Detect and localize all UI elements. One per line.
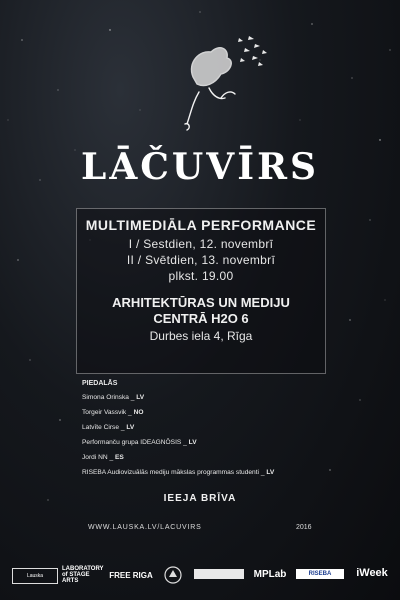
freeriga-logo: FREE RIGA: [109, 570, 153, 580]
date-line-1: I / Sestdien, 12. novembrī: [128, 237, 274, 251]
event-info-box: [76, 208, 326, 374]
banner-logo: [194, 569, 244, 579]
participant-item: Jordi NN _ ES: [82, 454, 124, 461]
laboratory-logo: LABORATORY of STAGE ARTS: [62, 566, 104, 584]
venue-address: Durbes iela 4, Rīga: [149, 329, 253, 343]
time-line: plkst. 19.00: [168, 269, 234, 283]
participants-heading: PIEDALĀS: [82, 380, 118, 387]
swan-bear-illustration: [165, 32, 275, 132]
participant-item: Latvīte Cirse _ LV: [82, 424, 135, 431]
participant-item: Simona Orinska _ LV: [82, 394, 145, 401]
riga-emblem-logo: [160, 564, 186, 586]
participant-item: Torgeir Vassvik _ NO: [82, 409, 144, 416]
venue-line-1: ARHITEKTŪRAS UN MEDIJU: [112, 295, 290, 310]
participant-item: Performanču grupa IDEAGNŌSIS _ LV: [82, 439, 197, 446]
event-title: LĀČUVĪRS: [81, 146, 319, 188]
date-line-2: II / Svētdien, 13. novembrī: [126, 253, 276, 267]
website-link[interactable]: WWW.LAUSKA.LV/LACUVIRS: [88, 524, 202, 531]
riseba-logo: RISEBA: [296, 569, 344, 579]
free-entry-label: IEEJA BRĪVA: [163, 493, 237, 504]
iweek-logo: iWeek: [356, 567, 388, 579]
participant-item: RISEBA Audiovizuālās mediju mākslas programmas studenti _ LV: [82, 469, 275, 476]
lauska-logo: Lauska: [12, 568, 58, 584]
participants-section: [82, 380, 322, 476]
venue-line-2: CENTRĀ H2O 6: [153, 311, 249, 326]
sponsor-logos-bar: [0, 556, 400, 600]
mplab-logo: MPLab: [253, 568, 287, 580]
performance-heading: MULTIMEDIĀLA PERFORMANCE: [85, 217, 317, 233]
year-label: 2016: [296, 524, 312, 531]
